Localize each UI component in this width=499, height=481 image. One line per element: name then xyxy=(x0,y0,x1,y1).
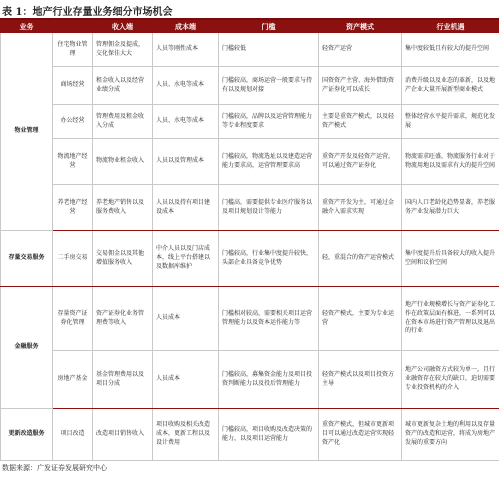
table-row xyxy=(1,105,499,139)
table-row xyxy=(1,185,499,231)
source-note: 数据来源：广发证券发展研究中心 xyxy=(2,464,107,472)
asset-model-cell: 重资产开发及轻资产运营，可以通过资产证券化 xyxy=(319,139,402,185)
sub-business-cell: 住宅物业管理 xyxy=(53,33,93,67)
header-asset-model: 资产模式 xyxy=(319,21,402,33)
threshold-cell: 门槛较高，行业集中度提升较快，头部企业具备竞争优势 xyxy=(219,231,319,287)
asset-model-cell: 主要是重资产模式，以及轻资产模式 xyxy=(319,105,402,139)
header-income: 收入端 xyxy=(93,21,153,33)
cost-cell: 中介人员以及门店成本，线上平台搭建以及数据库维护 xyxy=(153,231,219,287)
income-cell: 交易佣金以及其他增值服务收入 xyxy=(93,231,153,287)
opportunity-cell: 地产公司融资方式较为单一，且行业融资存在较大的缺口，迫切需要专业投资机构的介入 xyxy=(402,351,499,409)
cost-cell: 人员以及管理成本 xyxy=(153,139,219,185)
asset-model-cell: 轻资产模式，主要为专业运营 xyxy=(319,287,402,351)
income-cell: 租金收入以及经营业绩分成 xyxy=(93,67,153,105)
header-cost: 成本端 xyxy=(153,21,219,33)
income-cell: 物流物业租金收入 xyxy=(93,139,153,185)
cost-cell: 人员、水电等成本 xyxy=(153,67,219,105)
opportunity-cell: 物流需求旺盛，物流服务行业对于物流用地以及需求有大的提升空间 xyxy=(402,139,499,185)
opportunity-cell: 整体经营水平提升需求，规范化发展 xyxy=(402,105,499,139)
cost-cell: 人员、水电等成本 xyxy=(153,105,219,139)
opportunity-cell: 集中度提升后具备较大的收入提升空间和议价空间 xyxy=(402,231,499,287)
opportunity-cell: 消费升级以及业态的革新，以及地产企业大量开展新型商业模式 xyxy=(402,67,499,105)
category-cell: 存量交易服务 xyxy=(1,231,53,287)
threshold-cell: 门槛较低 xyxy=(219,33,319,67)
sub-business-cell: 养老地产经营 xyxy=(53,185,93,231)
header-threshold: 门槛 xyxy=(219,21,319,33)
sub-business-cell: 项目改造 xyxy=(53,409,93,461)
table-row xyxy=(1,287,499,351)
cost-cell: 项目收购及相关改造成本，更新工程以及设计费用 xyxy=(153,409,219,461)
opportunity-cell: 国内人口老龄化趋势显著，养老服务产业发展潜力巨大 xyxy=(402,185,499,231)
income-cell: 改造项目销售收入 xyxy=(93,409,153,461)
table-row xyxy=(1,33,499,67)
threshold-cell: 门槛较高，物流选址以及建造运营能力要求高，运营管理要求高 xyxy=(219,139,319,185)
asset-model-cell: 重资产模式，但城市更新项目可以通过改造运营实现轻资产化 xyxy=(319,409,402,461)
table-row xyxy=(1,409,499,461)
sub-business-cell: 二手房交易 xyxy=(53,231,93,287)
sub-business-cell: 商场经营 xyxy=(53,67,93,105)
table-row xyxy=(1,351,499,409)
category-cell: 金融服务 xyxy=(1,287,53,409)
cost-cell: 人员等刚性成本 xyxy=(153,33,219,67)
category-cell: 更新改造服务 xyxy=(1,409,53,461)
opportunity-cell: 集中度较低且有较大的提升空间 xyxy=(402,33,499,67)
header-opportunity: 行业机遇 xyxy=(402,21,499,33)
income-cell: 基金管理费用以及项目分成 xyxy=(93,351,153,409)
sub-business-cell: 存量资产证券化管理 xyxy=(53,287,93,351)
opportunity-cell: 城市更新复杂土地的利用以及存量资产的改造和运营，将成为房地产发展的重要方向 xyxy=(402,409,499,461)
business-table xyxy=(0,20,499,461)
header-business: 业务 xyxy=(1,21,53,33)
cost-cell: 人员以及持有项目建设成本 xyxy=(153,185,219,231)
threshold-cell: 门槛高，需要提供专业医疗服务以及项目规划设计等能力 xyxy=(219,185,319,231)
table-row xyxy=(1,139,499,185)
opportunity-cell: 地产行业规模增长与资产证券化工作在政策层面有推进，一系列可以在资本市场进行资产管理以及退出的行业 xyxy=(402,287,499,351)
threshold-cell: 门槛较高，募集资金能力及项目投资判断能力以及投后管理能力 xyxy=(219,351,319,409)
sub-business-cell: 物流地产经营 xyxy=(53,139,93,185)
table-title: 表 1：地产行业存量业务细分市场机会 xyxy=(2,7,173,18)
threshold-cell: 门槛较高，品牌以及运营管理能力等专业程度要求 xyxy=(219,105,319,139)
asset-model-cell: 重资产开发为主，可通过金融介入需求实现 xyxy=(319,185,402,231)
asset-model-cell: 轻，重混合的资产运营模式 xyxy=(319,231,402,287)
income-cell: 资产证券化业务管理费等收入 xyxy=(93,287,153,351)
category-cell: 物业管理 xyxy=(1,33,53,231)
income-cell: 养老地产销售以及服务费收入 xyxy=(93,185,153,231)
threshold-cell: 门槛相对较高，需要相关项目运营管理能力以及资本运作能力等 xyxy=(219,287,319,351)
header-sub xyxy=(53,21,93,33)
asset-model-cell: 轻资产模式以及项目投资方主导 xyxy=(319,351,402,409)
threshold-cell: 门槛较高，商场运营一般要求与持有以及规划对接 xyxy=(219,67,319,105)
threshold-cell: 门槛较高，项目收购及改造决策的能力，以及项目运营能力 xyxy=(219,409,319,461)
asset-model-cell: 轻资产运营 xyxy=(319,33,402,67)
cost-cell: 人员成本 xyxy=(153,287,219,351)
income-cell: 管理佣金及提成，交化保佳大大 xyxy=(93,33,153,67)
cost-cell: 人员成本 xyxy=(153,351,219,409)
sub-business-cell: 房地产基金 xyxy=(53,351,93,409)
income-cell: 管理费用及租金收入分成 xyxy=(93,105,153,139)
header-row xyxy=(1,21,499,33)
asset-model-cell: 国资资产主营、海外借助资产证券化可以成长 xyxy=(319,67,402,105)
table-row xyxy=(1,231,499,287)
sub-business-cell: 办公经营 xyxy=(53,105,93,139)
table-row xyxy=(1,67,499,105)
